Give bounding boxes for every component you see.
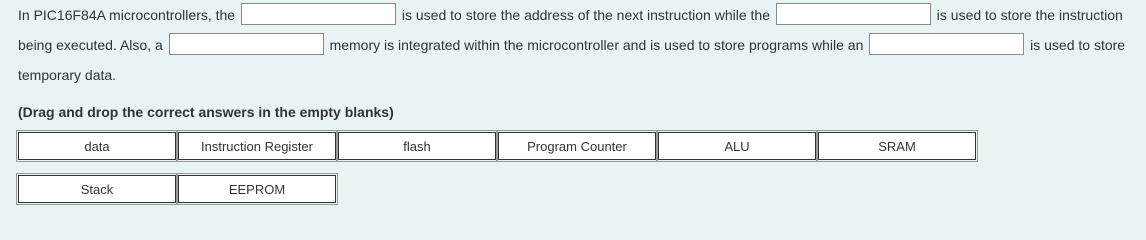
- question-segment-5: is used to store temporary data.: [18, 37, 1126, 83]
- answer-option-alu[interactable]: ALU: [658, 132, 816, 160]
- question-segment-2: is used to store the address of the next instruction while the: [401, 7, 770, 23]
- answer-option-flash[interactable]: flash: [338, 132, 496, 160]
- answer-option-sram[interactable]: SRAM: [818, 132, 976, 160]
- answer-option-eeprom[interactable]: EEPROM: [178, 175, 336, 203]
- answer-option-instruction-register[interactable]: Instruction Register: [178, 132, 336, 160]
- drag-drop-instruction: (Drag and drop the correct answers in the empty blanks): [18, 104, 394, 120]
- answer-option-program-counter[interactable]: Program Counter: [498, 132, 656, 160]
- answer-blank-2[interactable]: [776, 3, 931, 25]
- answer-option-data[interactable]: data: [18, 132, 176, 160]
- answer-blank-1[interactable]: [241, 3, 396, 25]
- question-segment-1: In PIC16F84A microcontrollers, the: [18, 7, 236, 23]
- question-segment-3: is used to store the instruction being executed. Also, a: [18, 7, 1123, 53]
- answer-blank-3[interactable]: [169, 33, 324, 55]
- answer-blank-4[interactable]: [869, 33, 1024, 55]
- question-text: [18, 0, 1138, 90]
- answer-option-stack[interactable]: Stack: [18, 175, 176, 203]
- question-segment-4: memory is integrated within the microcontroller and is used to store programs while an: [329, 37, 864, 53]
